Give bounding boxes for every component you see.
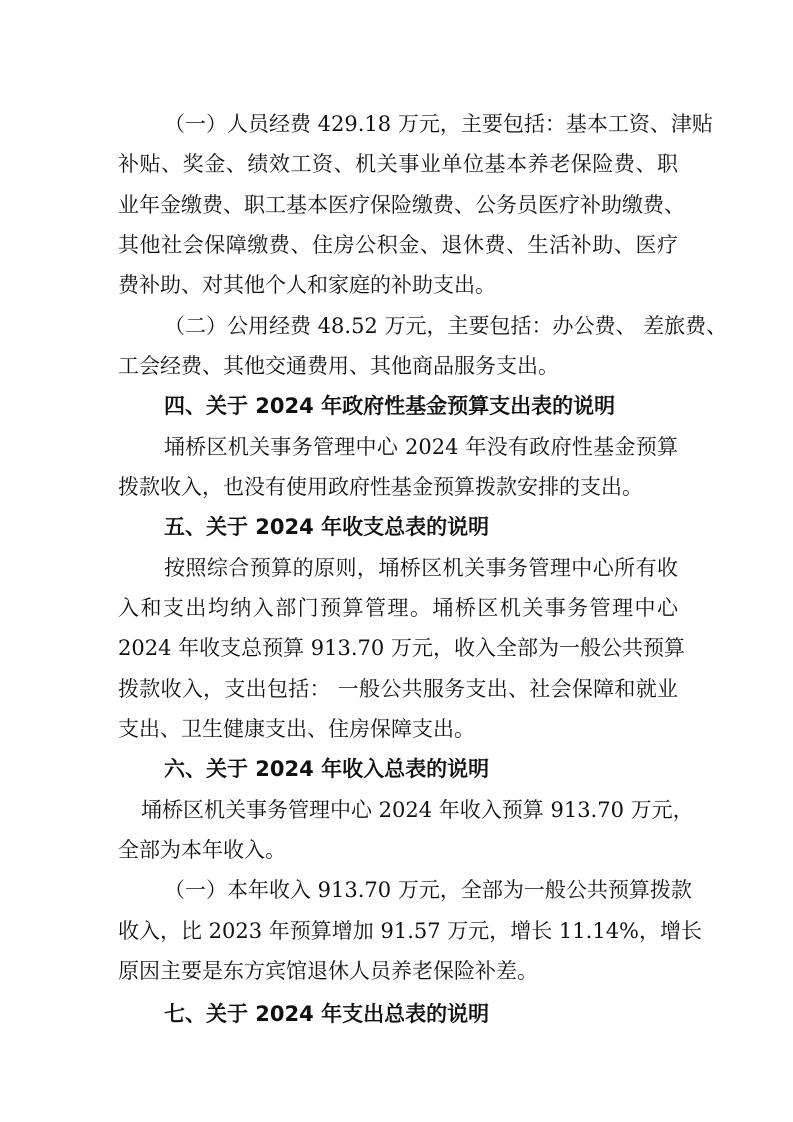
section-7-heading: 七、关于 2024 年支出总表的说明 (164, 1002, 490, 1026)
public-expense-line-1: （二）公用经费 48.52 万元，主要包括：办公费、 差旅费、 (164, 314, 728, 338)
personnel-expense-line-1: （一）人员经费 429.18 万元，主要包括：基本工资、津贴 (164, 112, 713, 136)
section-6-heading: 六、关于 2024 年收入总表的说明 (164, 757, 490, 781)
public-expense-line-2: 工会经费、其他交通费用、其他商品服务支出。 (118, 354, 559, 378)
section-4-heading: 四、关于 2024 年政府性基金预算支出表的说明 (164, 394, 616, 418)
personnel-expense-line-4: 其他社会保障缴费、住房公积金、退休费、生活补助、医疗 (118, 233, 678, 257)
section-5-heading: 五、关于 2024 年收支总表的说明 (164, 515, 490, 539)
current-year-income-line-1: （一）本年收入 913.70 万元，全部为一般公共预算拨款 (164, 878, 692, 902)
personnel-expense-line-5: 费补助、对其他个人和家庭的补助支出。 (118, 273, 496, 297)
section-6-line-2: 全部为本年收入。 (118, 838, 286, 862)
section-6-line-1: 埇桥区机关事务管理中心 2024 年收入预算 913.70 万元， (141, 798, 694, 822)
section-5-line-1: 按照综合预算的原则，埇桥区机关事务管理中心所有收 (164, 556, 678, 580)
section-4-line-2: 拨款收入，也没有使用政府性基金预算拨款安排的支出。 (118, 475, 643, 499)
section-5-line-4: 拨款收入，支出包括： 一般公共服务支出、社会保障和就业 (118, 677, 678, 701)
section-4-line-1: 埇桥区机关事务管理中心 2024 年没有政府性基金预算 (164, 435, 678, 459)
section-5-line-5: 支出、卫生健康支出、住房保障支出。 (118, 717, 475, 741)
personnel-expense-line-2: 补贴、奖金、绩效工资、机关事业单位基本养老保险费、职 (118, 152, 678, 176)
personnel-expense-line-3: 业年金缴费、职工基本医疗保险缴费、公务员医疗补助缴费、 (118, 193, 685, 217)
section-5-line-3: 2024 年收支总预算 913.70 万元，收入全部为一般公共预算 (118, 636, 685, 660)
current-year-income-line-2: 收入，比 2023 年预算增加 91.57 万元，增长 11.14%，增长 (118, 919, 703, 943)
current-year-income-line-3: 原因主要是东方宾馆退休人员养老保险补差。 (118, 959, 538, 983)
section-5-line-2: 入和支出均纳入部门预算管理。埇桥区机关事务管理中心 (118, 596, 678, 620)
